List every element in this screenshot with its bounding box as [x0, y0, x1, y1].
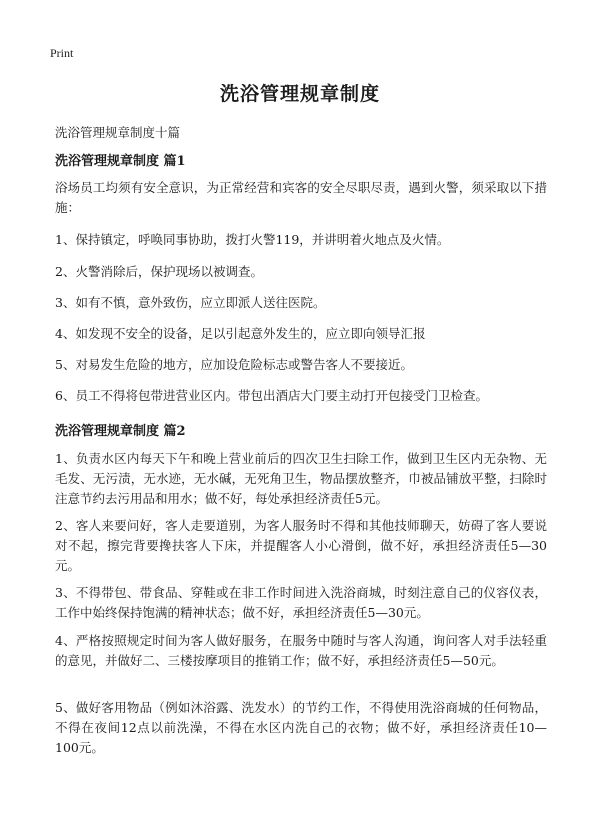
document-subtitle: 洗浴管理规章制度十篇	[55, 125, 181, 140]
page-title: 洗浴管理规章制度	[219, 83, 380, 105]
paragraph-item-2: 2、火警消除后，保护现场以被调查。	[55, 264, 263, 279]
paragraph-rule-5: 5、做好客用物品（例如沐浴露、洗发水）的节约工作，不得使用洗浴商城的任何物品，不得在夜间12点以前洗澡，不得在水区内洗自己的衣物；做不好，承担经济责任10—100元。	[55, 700, 547, 755]
paragraph-rule-4: 4、严格按照规定时间为客人做好服务，在服务中随时与客人沟通，询问客人对手法轻重的意见，并做好二、三楼按摩项目的推销工作；做不好，承担经济责任5—50元。	[55, 633, 547, 668]
paragraph-item-4: 4、如发现不安全的设备，足以引起意外发生的，应立即向领导汇报	[55, 326, 426, 341]
paragraph-item-3: 3、如有不慎，意外致伤，应立即派人送往医院。	[55, 295, 326, 310]
section-heading-1: 洗浴管理规章制度 篇1	[55, 154, 186, 169]
paragraph-rule-1: 1、负责水区内每天下午和晚上营业前后的四次卫生扫除工作，做到卫生区内无杂物、无毛发、无污渍，无水迹，无水碱，无死角卫生，物品摆放整齐，巾被品铺放平整，扫除时注意节约去污用品和用水；做不好，每处承担经济责任5元。	[55, 451, 547, 506]
paragraph-rule-2: 2、客人来要问好，客人走要道别，为客人服务时不得和其他技师聊天，妨碍了客人要说对不起，擦完背要搀扶客人下床，并提醒客人小心滑倒，做不好，承担经济责任5—30元。	[55, 518, 547, 573]
paragraph-item-6: 6、员工不得将包带进营业区内。带包出酒店大门要主动打开包接受门卫检查。	[55, 388, 488, 403]
paragraph-item-5: 5、对易发生危险的地方，应加设危险标志或警告客人不要接近。	[55, 357, 413, 372]
paragraph-intro: 浴场员工均须有安全意识，为正常经营和宾客的安全尽职尽责，遇到火警，须采取以下措施：	[55, 180, 547, 215]
paragraph-item-1: 1、保持镇定，呼唤同事协助，拨打火警119，并讲明着火地点及火情。	[55, 232, 450, 247]
paragraph-rule-3: 3、不得带包、带食品、穿鞋或在非工作时间进入洗浴商城，时刻注意自己的仪容仪表，工作中始终保持饱满的精神状态；做不好，承担经济责任5—30元。	[55, 585, 547, 620]
section-heading-2: 洗浴管理规章制度 篇2	[55, 424, 186, 439]
print-link[interactable]: Print	[50, 46, 74, 60]
